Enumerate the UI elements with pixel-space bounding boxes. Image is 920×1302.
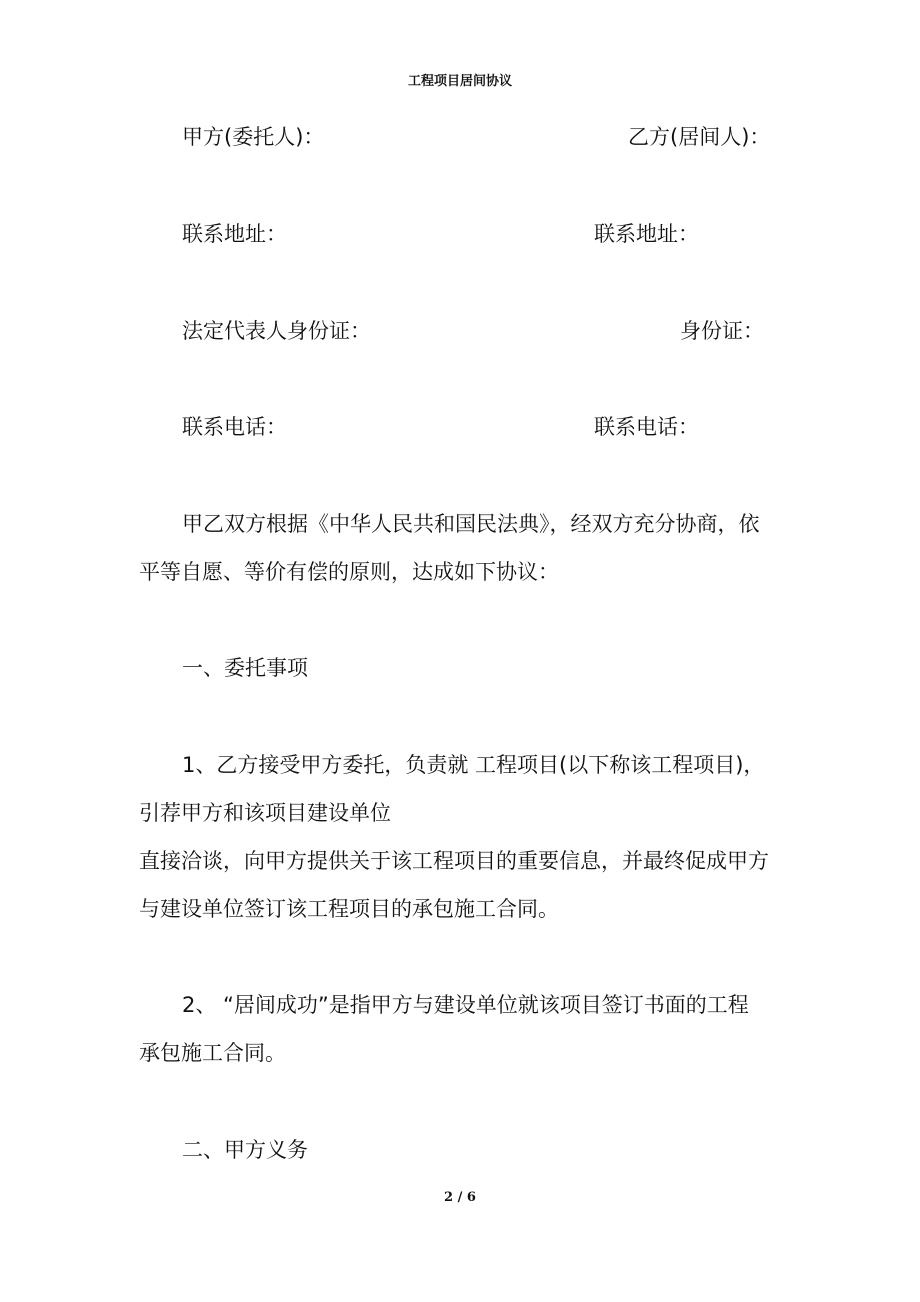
party-b-id-label: 身份证： [680,319,764,343]
party-b-address-label: 联系地址： [594,222,699,246]
item-1-line-1: 1、乙方接受甲方委托，负责就 工程项目(以下称该工程项目)， [182,753,765,777]
intro-paragraph-line-2: 平等自愿、等价有偿的原则，达成如下协议： [139,560,559,584]
item-1-line-2: 引荐甲方和该项目建设单位 [139,801,391,825]
item-1-line-4: 与建设单位签订该工程项目的承包施工合同。 [139,897,559,921]
section-1-heading: 一、委托事项 [182,656,308,680]
party-a-address-label: 联系地址： [182,222,287,246]
intro-paragraph-line-1: 甲乙双方根据《中华人民共和国民法典》，经双方充分协商，依 [182,512,760,536]
party-a-id-label: 法定代表人身份证： [182,319,371,343]
party-a-phone-label: 联系电话： [182,415,287,439]
item-2-line-2: 承包施工合同。 [139,1041,286,1065]
section-2-heading: 二、甲方义务 [182,1138,308,1162]
document-header-title: 工程项目居间协议 [407,74,512,89]
item-2-line-1: 2、 “居间成功”是指甲方与建设单位就该项目签订书面的工程 [182,993,749,1017]
item-1-line-3: 直接洽谈，向甲方提供关于该工程项目的重要信息，并最终促成甲方 [139,849,769,873]
page-number: 2 / 6 [444,1190,476,1205]
party-b-label: 乙方(居间人)： [628,125,771,149]
party-a-label: 甲方(委托人)： [182,125,325,149]
party-b-phone-label: 联系电话： [594,415,699,439]
